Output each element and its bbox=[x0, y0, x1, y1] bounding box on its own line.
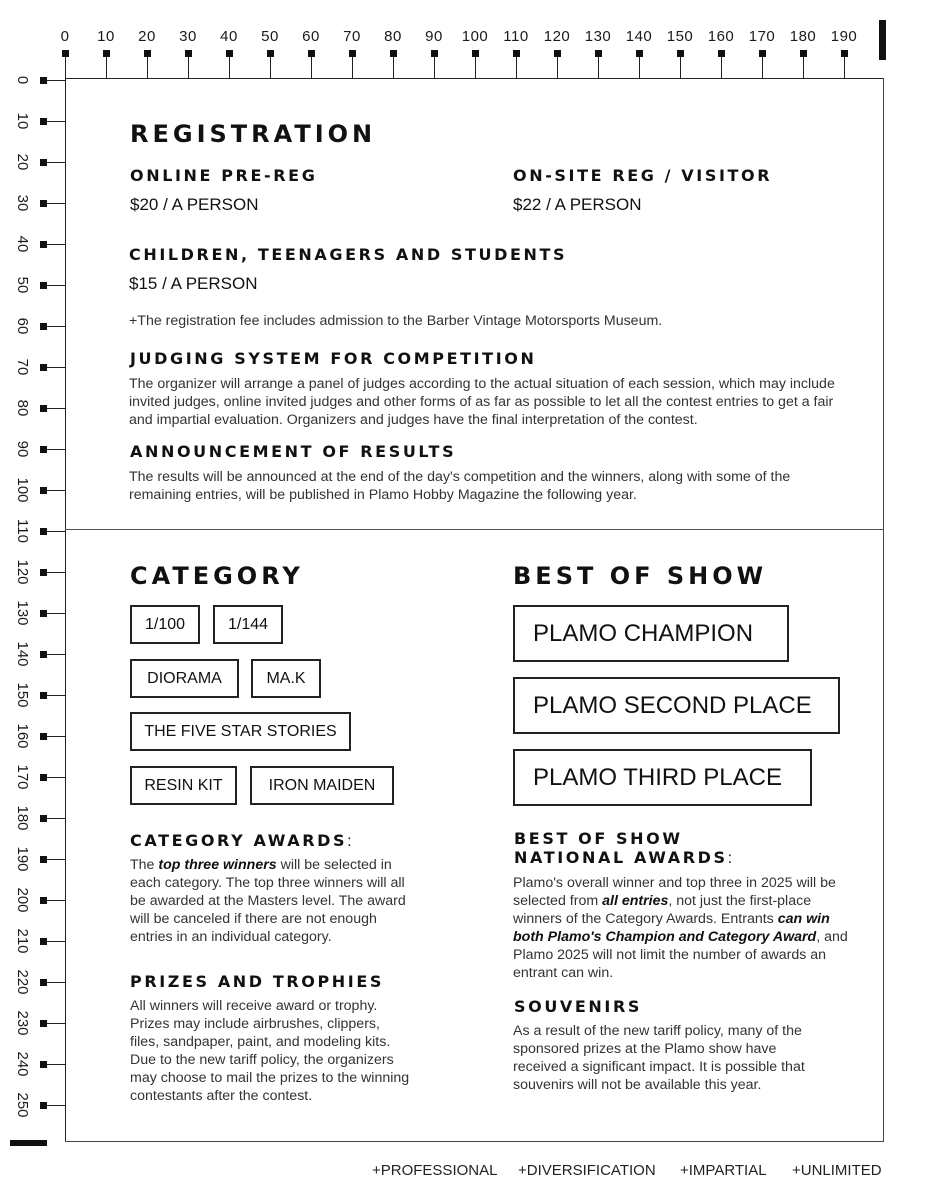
onsite-reg-price: $22 / A PERSON bbox=[513, 195, 642, 214]
ruler-left-label: 170 bbox=[14, 764, 31, 790]
ruler-left-tick bbox=[40, 446, 47, 453]
prizes-text: All winners will receive award or trophy. Prizes may include airbrushes, clippers, files, sandpaper, paint, and modeling kits. Due to the new tariff policy, the organizers may choose to mail the prizes to the winning contestants after the contest. bbox=[130, 998, 410, 1104]
ruler-top-tick bbox=[103, 50, 110, 57]
ruler-left-label: 90 bbox=[14, 440, 31, 458]
ruler-left-label: 70 bbox=[14, 358, 31, 376]
ruler-left-tick bbox=[40, 569, 47, 576]
category-tag-1-144: 1/144 bbox=[213, 605, 283, 644]
ruler-left-label: 30 bbox=[14, 194, 31, 212]
ruler-top-tick bbox=[390, 50, 397, 57]
national-awards-colon: : bbox=[727, 850, 733, 867]
ruler-top-label: 150 bbox=[666, 28, 694, 45]
category-tag-resin-kit: RESIN KIT bbox=[130, 766, 237, 805]
category-tag-mak: MA.K bbox=[251, 659, 321, 698]
announcement-title: ANNOUNCEMENT OF RESULTS bbox=[130, 442, 457, 461]
ruler-top-tick bbox=[267, 50, 274, 57]
souvenirs-title: SOUVENIRS bbox=[514, 997, 643, 1016]
ruler-left-tick bbox=[40, 487, 47, 494]
footer-diversification: +DIVERSIFICATION bbox=[518, 1162, 656, 1179]
ruler-left-label: 240 bbox=[14, 1051, 31, 1077]
plamo-third-place-box: PLAMO THIRD PLACE bbox=[513, 749, 812, 806]
ruler-left-tick bbox=[40, 1102, 47, 1109]
ruler-top-label: 130 bbox=[584, 28, 612, 45]
ruler-left-tick bbox=[40, 897, 47, 904]
ruler-left-tick bbox=[40, 610, 47, 617]
ruler-top-label: 180 bbox=[789, 28, 817, 45]
ruler-top-tick bbox=[185, 50, 192, 57]
ruler-left-tick bbox=[40, 241, 47, 248]
national-awards-title bbox=[514, 829, 732, 868]
souvenirs-text: As a result of the new tariff policy, many of the sponsored prizes at the Plamo show have received a significant impact. It is possible that souvenirs will not be available this year. bbox=[513, 1023, 805, 1093]
judging-title: JUDGING SYSTEM FOR COMPETITION bbox=[130, 349, 537, 368]
ruler-top-label: 40 bbox=[220, 28, 238, 45]
ruler-top-label: 160 bbox=[707, 28, 735, 45]
ruler-top-label: 120 bbox=[543, 28, 571, 45]
ruler-left-tick bbox=[40, 651, 47, 658]
national-awards-text-1: Plamo's overall winner and top three in 2025 will be selected from bbox=[513, 875, 836, 909]
ruler-left-label: 220 bbox=[14, 969, 31, 995]
ruler-top-label: 190 bbox=[830, 28, 858, 45]
ruler-left-tick bbox=[40, 1061, 47, 1068]
ruler-top-tick bbox=[144, 50, 151, 57]
ruler-top-tick bbox=[595, 50, 602, 57]
ruler-left-label: 250 bbox=[14, 1092, 31, 1118]
ruler-top-tick bbox=[759, 50, 766, 57]
ruler-top-tick bbox=[62, 50, 69, 57]
ruler-top-label: 30 bbox=[179, 28, 197, 45]
ruler-top-tick bbox=[554, 50, 561, 57]
ruler-left-tick bbox=[40, 692, 47, 699]
national-awards-text-3: , and Plamo 2025 will not limit the number of awards an entrant can win. bbox=[513, 929, 848, 981]
category-awards-title bbox=[130, 831, 352, 851]
ruler-left-label: 180 bbox=[14, 805, 31, 831]
ruler-top-label: 110 bbox=[503, 28, 529, 45]
students-title: CHILDREN, TEENAGERS AND STUDENTS bbox=[129, 245, 568, 264]
ruler-top-tick bbox=[472, 50, 479, 57]
category-title: CATEGORY bbox=[130, 562, 304, 590]
best-of-show-title: BEST OF SHOW bbox=[513, 562, 768, 590]
ruler-left-tick bbox=[40, 323, 47, 330]
ruler-left-tick bbox=[40, 200, 47, 207]
ruler-left-label: 190 bbox=[14, 846, 31, 872]
category-awards-title-text: CATEGORY AWARDS bbox=[130, 831, 348, 850]
ruler-left-label: 0 bbox=[14, 75, 31, 85]
judging-text: The organizer will arrange a panel of judges according to the actual situation of each session, which may include invited judges, online invited judges and other forms of as far as possible to let all the contest entries to get a fair and impartial evaluation. Organizers and judges have the final interpretation of the contest. bbox=[129, 376, 835, 428]
ruler-left-label: 40 bbox=[14, 235, 31, 253]
category-awards-colon: : bbox=[347, 833, 352, 850]
online-prereg-price: $20 / A PERSON bbox=[130, 195, 259, 214]
ruler-left-label: 150 bbox=[14, 682, 31, 708]
ruler-left-label: 50 bbox=[14, 276, 31, 294]
national-awards-title-line1: BEST OF SHOW bbox=[514, 829, 683, 848]
category-tag-iron-maiden: IRON MAIDEN bbox=[250, 766, 394, 805]
category-awards-text bbox=[130, 856, 410, 946]
category-tag-1-100: 1/100 bbox=[130, 605, 200, 644]
footer-unlimited: +UNLIMITED bbox=[792, 1162, 882, 1179]
ruler-top-tick bbox=[226, 50, 233, 57]
ruler-top-tick bbox=[513, 50, 520, 57]
category-tag-diorama: DIORAMA bbox=[130, 659, 239, 698]
ruler-left-label: 100 bbox=[14, 477, 31, 503]
ruler-left-tick bbox=[40, 979, 47, 986]
ruler-left-end-mark bbox=[10, 1140, 47, 1146]
ruler-left-tick bbox=[40, 1020, 47, 1027]
ruler-top-label: 90 bbox=[425, 28, 443, 45]
ruler-left-tick bbox=[40, 364, 47, 371]
ruler-top-tick bbox=[431, 50, 438, 57]
ruler-top-tick bbox=[718, 50, 725, 57]
ruler-top-label: 140 bbox=[625, 28, 653, 45]
ruler-left-label: 110 bbox=[14, 519, 31, 543]
category-awards-text-post: will be selected in each category. The top three winners will all be awarded at the Masters level. The award will be canceled if there are not enough entries in an individual category. bbox=[130, 857, 406, 945]
ruler-left-label: 210 bbox=[14, 928, 31, 954]
ruler-top-tick bbox=[308, 50, 315, 57]
ruler-left-tick bbox=[40, 733, 47, 740]
ruler-left-label: 160 bbox=[14, 723, 31, 749]
ruler-left-tick bbox=[40, 938, 47, 945]
ruler-top-label: 10 bbox=[97, 28, 115, 45]
ruler-left-tick bbox=[40, 405, 47, 412]
ruler-top-end-mark bbox=[879, 20, 886, 60]
ruler-left-label: 140 bbox=[14, 641, 31, 667]
registration-title: REGISTRATION bbox=[130, 120, 377, 148]
ruler-left-tick bbox=[40, 774, 47, 781]
onsite-reg-title: ON-SITE REG / VISITOR bbox=[513, 166, 773, 185]
ruler-left-tick bbox=[40, 77, 47, 84]
ruler-left-label: 120 bbox=[14, 559, 31, 585]
ruler-top-label: 100 bbox=[461, 28, 489, 45]
students-price: $15 / A PERSON bbox=[129, 274, 258, 293]
ruler-top-tick bbox=[677, 50, 684, 57]
prizes-title: PRIZES AND TROPHIES bbox=[130, 972, 385, 991]
national-awards-emphasis-2: can win both Plamo's Champion and Category Award bbox=[513, 911, 830, 945]
plamo-second-place-box: PLAMO SECOND PLACE bbox=[513, 677, 840, 734]
ruler-left-tick bbox=[40, 815, 47, 822]
category-awards-emphasis: top three winners bbox=[158, 857, 277, 873]
category-tag-five-star-stories: THE FIVE STAR STORIES bbox=[130, 712, 351, 751]
ruler-left-label: 10 bbox=[14, 112, 31, 130]
ruler-top-tick bbox=[841, 50, 848, 57]
ruler-left-tick bbox=[40, 282, 47, 289]
ruler-left-label: 60 bbox=[14, 317, 31, 335]
category-awards-text-pre: The bbox=[130, 857, 159, 873]
ruler-top-label: 60 bbox=[302, 28, 320, 45]
online-prereg-title: ONLINE PRE-REG bbox=[130, 166, 318, 185]
national-awards-text bbox=[513, 874, 848, 982]
national-awards-emphasis-1: all entries bbox=[602, 893, 669, 909]
ruler-left-label: 200 bbox=[14, 887, 31, 913]
section-divider bbox=[65, 529, 884, 530]
ruler-top-label: 170 bbox=[748, 28, 776, 45]
ruler-top-label: 0 bbox=[60, 28, 70, 45]
ruler-top-label: 70 bbox=[343, 28, 361, 45]
ruler-top-label: 80 bbox=[384, 28, 402, 45]
national-awards-title-line2: NATIONAL AWARDS bbox=[514, 848, 728, 867]
ruler-top-tick bbox=[800, 50, 807, 57]
ruler-left-label: 80 bbox=[14, 399, 31, 417]
ruler-top-label: 20 bbox=[138, 28, 156, 45]
footer-impartial: +IMPARTIAL bbox=[680, 1162, 767, 1179]
ruler-left-label: 20 bbox=[14, 153, 31, 171]
ruler-top-tick bbox=[349, 50, 356, 57]
ruler-top-tick bbox=[636, 50, 643, 57]
national-awards-text-2: , not just the first-place winners of the Category Awards. Entrants bbox=[513, 893, 812, 927]
plamo-champion-box: PLAMO CHAMPION bbox=[513, 605, 789, 662]
ruler-left-tick bbox=[40, 528, 47, 535]
registration-fee-note: +The registration fee includes admission to the Barber Vintage Motorsports Museum. bbox=[129, 313, 663, 329]
ruler-left-tick bbox=[40, 118, 47, 125]
ruler-top-label: 50 bbox=[261, 28, 279, 45]
footer-professional: +PROFESSIONAL bbox=[372, 1162, 498, 1179]
ruler-left-label: 230 bbox=[14, 1010, 31, 1036]
ruler-left-tick bbox=[40, 159, 47, 166]
ruler-left-tick bbox=[40, 856, 47, 863]
announcement-text: The results will be announced at the end of the day's competition and the winners, along with some of the remaining entries, will be published in Plamo Hobby Magazine the following year. bbox=[129, 469, 791, 503]
ruler-left-label: 130 bbox=[14, 600, 31, 626]
